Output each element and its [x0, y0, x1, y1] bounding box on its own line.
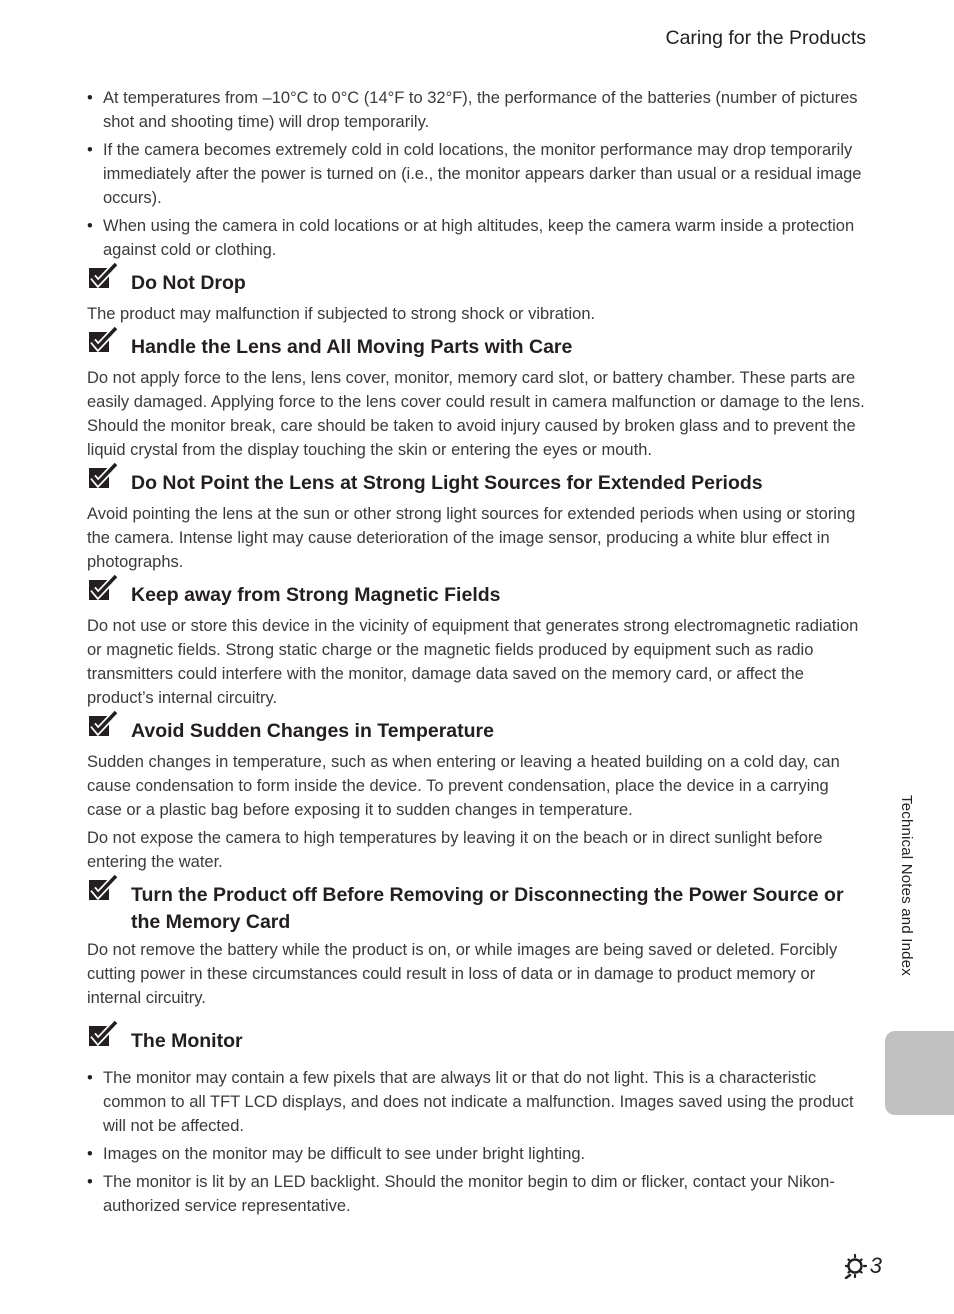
page-content — [87, 86, 865, 1222]
section-heading-text: Avoid Sudden Changes in Temperature — [131, 720, 494, 742]
section-heading-text: Handle the Lens and All Moving Parts with Care — [131, 336, 573, 358]
section-heading — [87, 332, 865, 364]
section-heading-text: Do Not Drop — [131, 272, 246, 294]
caution-check-icon — [87, 710, 119, 742]
list-item: • Images on the monitor may be difficult to see under bright lighting. — [87, 1142, 865, 1166]
list-item: • If the camera becomes extremely cold in cold locations, the monitor performance may drop temporarily immediately after the power is turned on (i.e., the monitor appears darker than usual or a residual image occurs). — [87, 138, 865, 210]
section-paragraph: Do not expose the camera to high temperatures by leaving it on the beach or in direct sunlight before entering the water. — [87, 829, 823, 871]
section-heading — [87, 468, 865, 500]
section-handle-lens — [87, 332, 865, 462]
section-heading — [87, 880, 865, 936]
list-item: • When using the camera in cold locations or at high altitudes, keep the camera warm inside a protection against cold or clothing. — [87, 214, 865, 262]
section-heading — [87, 716, 865, 748]
technical-notes-section-icon — [844, 1253, 868, 1279]
section-heading-text: Turn the Product off Before Removing or Disconnecting the Power Source or the Memory Card — [131, 884, 844, 933]
section-paragraph: Avoid pointing the lens at the sun or other strong light sources for extended periods when using or storing the camera. Intense light may cause deterioration of the image sensor, producing a white blur effect in photographs. — [87, 505, 856, 571]
section-heading-text: The Monitor — [131, 1030, 243, 1052]
section-magnetic-fields — [87, 580, 865, 710]
list-item: • The monitor may contain a few pixels that are always lit or that do not light. This is a characteristic common to all TFT LCD displays, and does not indicate a malfunction. Images saved using the product will not be affected. — [87, 1066, 865, 1138]
caution-check-icon — [87, 1020, 119, 1052]
section-paragraph: Do not use or store this device in the vicinity of equipment that generates strong electromagnetic radiation or magnetic fields. Strong static charge or the magnetic fields produced by equipment such as radio transmitters could interfere with the monitor, damage data saved on the memory card, or affect the product’s internal circuitry. — [87, 617, 859, 707]
page-number-text: 3 — [869, 1253, 882, 1278]
caution-check-icon — [87, 326, 119, 358]
monitor-bullet-list — [87, 1066, 865, 1218]
section-paragraph: The product may malfunction if subjected to strong shock or vibration. — [87, 305, 596, 323]
page-header-title: Caring for the Products — [665, 27, 866, 49]
section-heading — [87, 580, 865, 612]
section-side-tab — [885, 1031, 954, 1115]
side-tab-label: Technical Notes and Index — [898, 795, 915, 976]
section-the-monitor — [87, 1026, 865, 1218]
caution-check-icon — [87, 462, 119, 494]
page-number — [844, 1253, 882, 1279]
section-strong-light — [87, 468, 865, 574]
intro-bullet-list — [87, 86, 865, 262]
caution-check-icon — [87, 262, 119, 294]
section-paragraph: Do not remove the battery while the product is on, or while images are being saved or deleted. Forcibly cutting power in these circumstances could result in loss of data or in damage to product memory or internal circuitry. — [87, 941, 838, 1007]
section-paragraph: Sudden changes in temperature, such as when entering or leaving a heated building on a cold day, can cause condensation to form inside the device. To prevent condensation, place the device in a carrying case or a plastic bag before exposing it to sudden changes in temperature. — [87, 753, 840, 819]
caution-check-icon — [87, 574, 119, 606]
section-heading — [87, 268, 865, 300]
section-paragraph: Do not apply force to the lens, lens cover, monitor, memory card slot, or battery chamber. These parts are easily damaged. Applying force to the lens cover could result in camera malfunction or damage to the lens. Should the monitor break, care should be taken to avoid injury caused by broken glass and to prevent the liquid crystal from the display touching the skin or entering the eyes or mouth. — [87, 369, 865, 459]
section-do-not-drop — [87, 268, 865, 326]
section-heading-text: Do Not Point the Lens at Strong Light Sources for Extended Periods — [131, 472, 763, 494]
section-power-off — [87, 880, 865, 1010]
section-heading — [87, 1026, 865, 1058]
section-temperature-changes — [87, 716, 865, 874]
caution-check-icon — [87, 874, 119, 906]
list-item: • The monitor is lit by an LED backlight. Should the monitor begin to dim or flicker, contact your Nikon-authorized service representative. — [87, 1170, 865, 1218]
list-item: • At temperatures from –10°C to 0°C (14°F to 32°F), the performance of the batteries (number of pictures shot and shooting time) will drop temporarily. — [87, 86, 865, 134]
section-heading-text: Keep away from Strong Magnetic Fields — [131, 584, 501, 606]
